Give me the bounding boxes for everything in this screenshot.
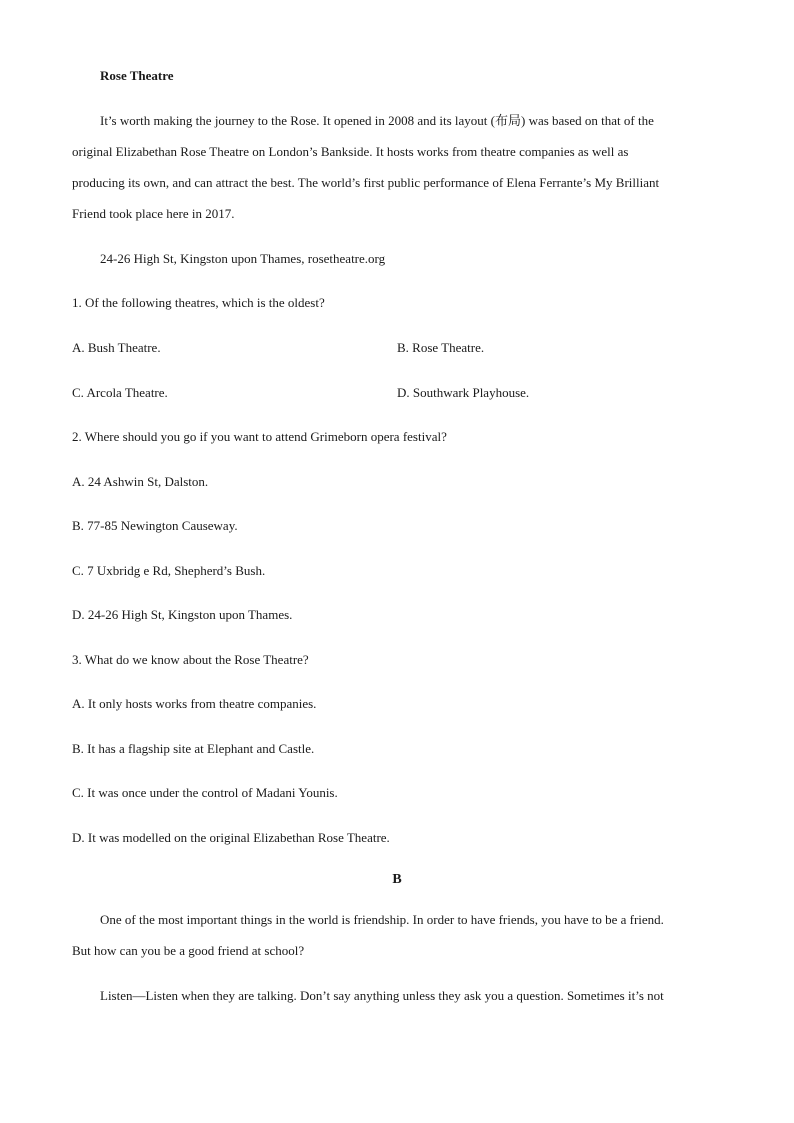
paragraph-line: producing its own, and can attract the best. The world’s first public performance of Elena Ferrante’s My Brilliant bbox=[72, 175, 660, 190]
option-b: B. It has a flagship site at Elephant and Castle. bbox=[72, 741, 315, 756]
option-a: A. It only hosts works from theatre companies. bbox=[72, 696, 317, 711]
paragraph-line: Listen—Listen when they are talking. Don’t say anything unless they ask you a question. Sometimes it’s not bbox=[100, 988, 664, 1003]
option-c: C. 7 Uxbridg e Rd, Shepherd’s Bush. bbox=[72, 563, 266, 578]
part-heading: B bbox=[392, 872, 402, 887]
section-title: Rose Theatre bbox=[100, 68, 174, 83]
option-a: A. Bush Theatre. bbox=[72, 340, 161, 355]
option-c: C. It was once under the control of Madani Younis. bbox=[72, 785, 338, 800]
option-d: D. Southwark Playhouse. bbox=[397, 385, 530, 400]
paragraph-line: original Elizabethan Rose Theatre on London’s Bankside. It hosts works from theatre companies as well as bbox=[72, 144, 629, 159]
paragraph-line: It’s worth making the journey to the Rose. It opened in 2008 and its layout (布局) was based on that of the bbox=[100, 113, 654, 128]
option-a: A. 24 Ashwin St, Dalston. bbox=[72, 474, 209, 489]
address-line: 24-26 High St, Kingston upon Thames, rosetheatre.org bbox=[100, 251, 386, 266]
option-d: D. It was modelled on the original Elizabethan Rose Theatre. bbox=[72, 830, 390, 845]
question-stem: 1. Of the following theatres, which is the oldest? bbox=[72, 295, 325, 310]
paragraph-line: Friend took place here in 2017. bbox=[72, 206, 235, 221]
option-b: B. 77-85 Newington Causeway. bbox=[72, 518, 238, 533]
question-stem: 2. Where should you go if you want to attend Grimeborn opera festival? bbox=[72, 429, 447, 444]
paragraph-line: One of the most important things in the world is friendship. In order to have friends, you have to be a friend. bbox=[100, 912, 664, 927]
option-b: B. Rose Theatre. bbox=[397, 340, 485, 355]
option-c: C. Arcola Theatre. bbox=[72, 385, 168, 400]
option-d: D. 24-26 High St, Kingston upon Thames. bbox=[72, 607, 293, 622]
question-stem: 3. What do we know about the Rose Theatre? bbox=[72, 652, 309, 667]
paragraph-line: But how can you be a good friend at school? bbox=[72, 943, 305, 958]
